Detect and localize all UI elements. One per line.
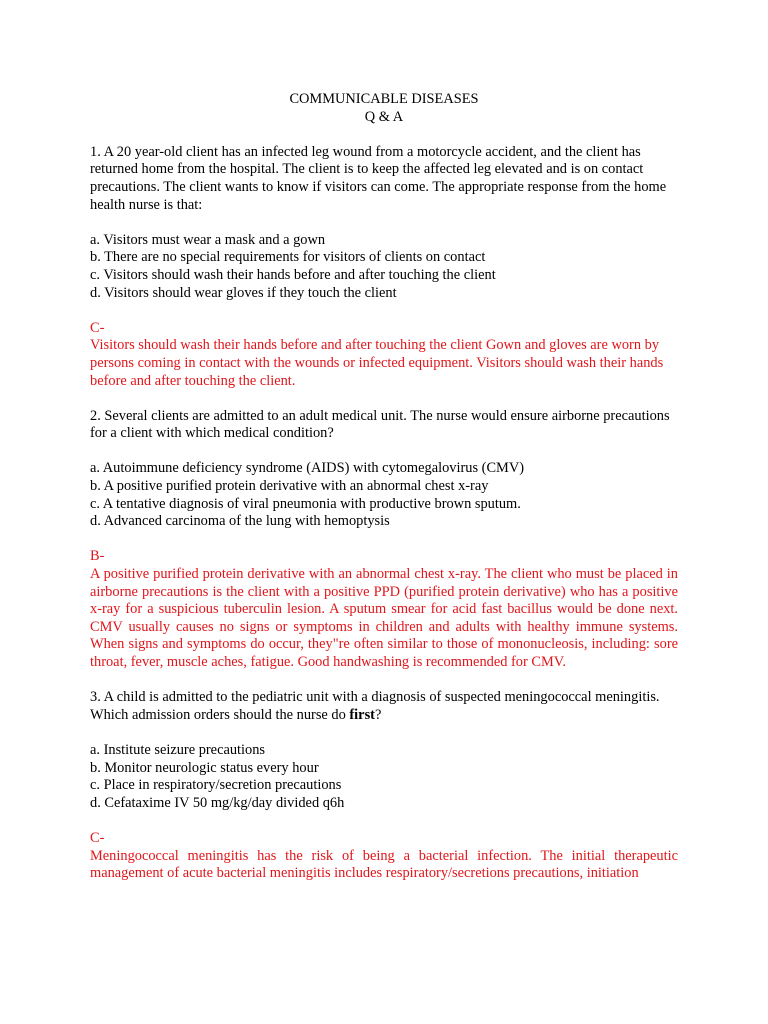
document-title: COMMUNICABLE DISEASES bbox=[289, 91, 479, 107]
document-subtitle: Q & A bbox=[364, 108, 404, 125]
question-2-option-d: d. Advanced carcinoma of the lung with hemoptysis bbox=[90, 513, 390, 530]
question-3-stem-end: ? bbox=[374, 706, 382, 723]
question-3-stem bbox=[90, 689, 678, 724]
question-1-option-d: d. Visitors should wear gloves if they touch the client bbox=[90, 284, 397, 301]
spacer bbox=[90, 724, 678, 742]
question-2-stem: 2. Several clients are admitted to an adult medical unit. The nurse would ensure airborne precautions for a client with which medical condition? bbox=[90, 407, 670, 442]
spacer bbox=[90, 672, 678, 690]
question-3-option-a: a. Institute seizure precautions bbox=[90, 741, 266, 758]
spacer bbox=[90, 126, 678, 144]
question-2-answer-letter: B- bbox=[90, 548, 105, 565]
question-3-stem-emphasis: first bbox=[349, 706, 375, 723]
document-page bbox=[90, 91, 678, 883]
question-1-stem: 1. A 20 year-old client has an infected leg wound from a motorcycle accident, and the client has returned home from the hospital. The client is to keep the affected leg elevated and is on contact precautions. The client wants to know if visitors can come. The appropriate response from the home health nurse is that: bbox=[90, 143, 667, 213]
spacer bbox=[90, 443, 678, 461]
question-3-answer-letter: C- bbox=[90, 829, 105, 846]
question-3-option-b: b. Monitor neurologic status every hour bbox=[90, 759, 319, 776]
question-3-option-d: d. Cefataxime IV 50 mg/kg/day divided q6h bbox=[90, 794, 345, 811]
question-2-rationale: A positive purified protein derivative with an abnormal chest x-ray. The client who must be placed in airborne precautions is the client with a positive PPD (purified protein derivative) who has a positive x-ray for a suspicious tuberculin lesion. A sputum smear for acid fast bacillus would be done next. CMV usually causes no signs or symptoms in children and adults with healthy immune systems. When signs and symptoms do occur, they"re often similar to those of mononucleosis, including: sore throat, fever, muscle aches, fatigue. Good handwashing is recommended for CMV. bbox=[90, 566, 678, 670]
question-3-stem-text: 3. A child is admitted to the pediatric unit with a diagnosis of suspected meningococcal meningitis. Which admission orders should the nurse do bbox=[90, 689, 660, 723]
spacer bbox=[90, 302, 678, 320]
spacer bbox=[90, 390, 678, 408]
question-2-option-b: b. A positive purified protein derivative with an abnormal chest x-ray bbox=[90, 478, 489, 495]
spacer bbox=[90, 531, 678, 549]
question-1-option-b: b. There are no special requirements for visitors of clients on contact bbox=[90, 249, 486, 266]
question-1-option-a: a. Visitors must wear a mask and a gown bbox=[90, 231, 326, 248]
question-1-option-c: c. Visitors should wash their hands before and after touching the client bbox=[90, 266, 496, 283]
question-2-option-a: a. Autoimmune deficiency syndrome (AIDS) with cytomegalovirus (CMV) bbox=[90, 460, 525, 477]
question-3-option-c: c. Place in respiratory/secretion precautions bbox=[90, 777, 342, 794]
question-1-rationale: Visitors should wash their hands before and after touching the client Gown and gloves are worn by persons coming in contact with the wounds or infected equipment. Visitors should wash their hands before and after touching the client. bbox=[90, 337, 664, 389]
question-3-rationale: Meningococcal meningitis has the risk of being a bacterial infection. The initial therapeutic management of acute bacterial meningitis includes respiratory/secretions precautions, initiation bbox=[90, 847, 678, 882]
question-1-answer-letter: C- bbox=[90, 319, 105, 336]
spacer bbox=[90, 812, 678, 830]
question-2-option-c: c. A tentative diagnosis of viral pneumonia with productive brown sputum. bbox=[90, 495, 521, 512]
spacer bbox=[90, 214, 678, 232]
